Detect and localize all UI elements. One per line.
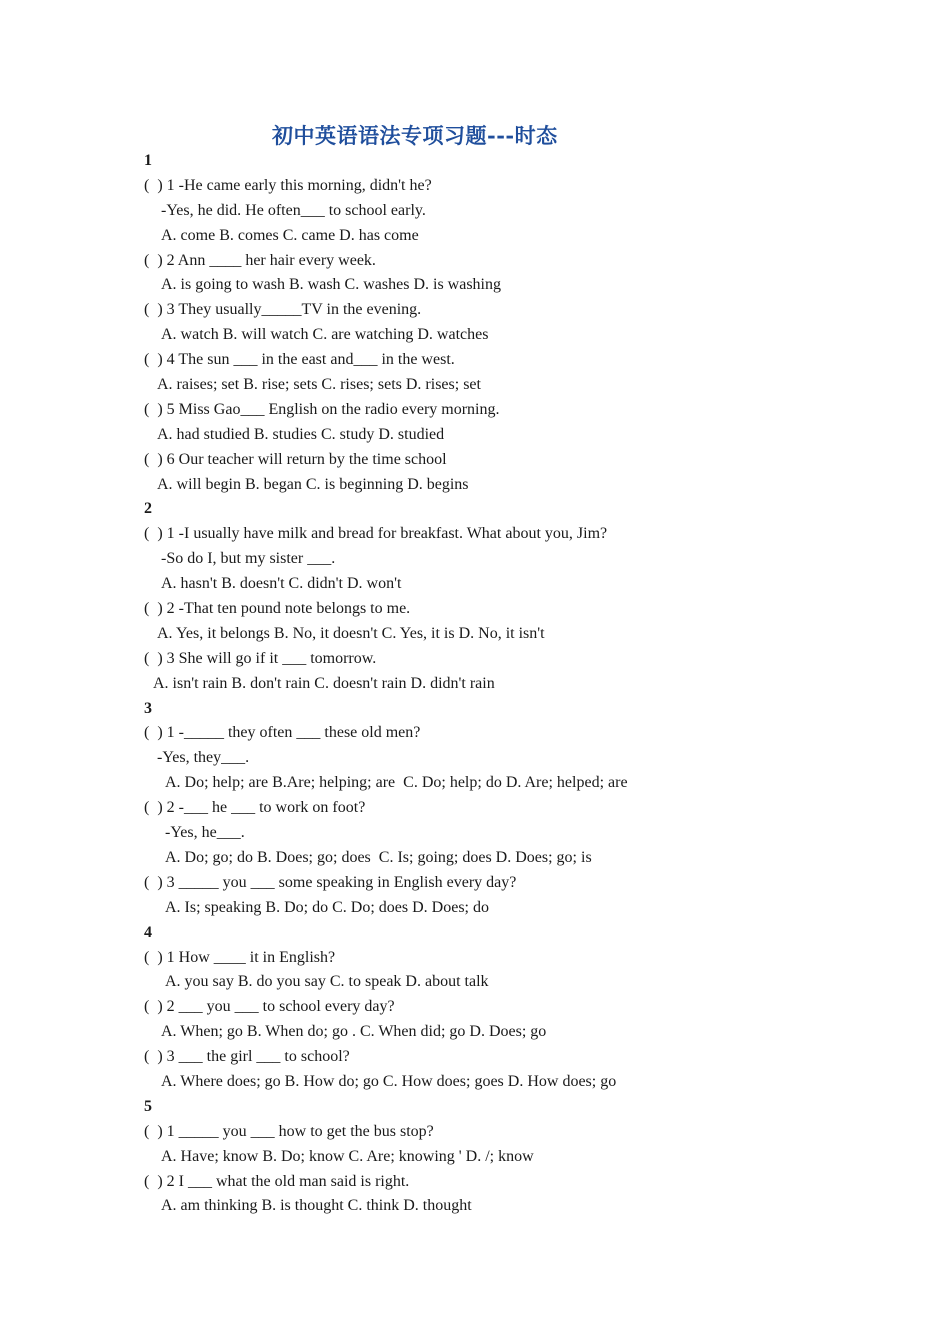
answer-options: A. Do; help; are B.Are; helping; are C. Do; help; do D. Are; helped; are [165,774,628,792]
question-line: ( ) 2 -___ he ___ to work on foot? [144,799,366,817]
question-line: ( ) 1 -He came early this morning, didn't he? [144,176,432,194]
question-line: ( ) 3 They usually_____TV in the evening. [144,301,422,319]
answer-options: A. watch B. will watch C. are watching D. watches [161,326,489,344]
document-title: 初中英语语法专项习题---时态 [272,123,558,148]
dialogue-line: -Yes, they___. [157,749,250,767]
question-line: ( ) 3 She will go if it ___ tomorrow. [144,649,377,667]
answer-options: A. will begin B. began C. is beginning D. begins [157,475,469,493]
question-line: ( ) 2 I ___ what the old man said is right. [144,1172,410,1190]
answer-options: A. isn't rain B. don't rain C. doesn't rain D. didn't rain [153,674,495,692]
question-line: ( ) 5 Miss Gao___ English on the radio every morning. [144,400,500,418]
answer-options: A. Have; know B. Do; know C. Are; knowing ' D. /; know [161,1147,534,1165]
question-line: ( ) 1 -I usually have milk and bread for breakfast. What about you, Jim? [144,525,608,543]
answer-options: A. Where does; go B. How do; go C. How does; goes D. How does; go [161,1072,617,1090]
section-number: 3 [144,699,152,717]
answer-options: A. raises; set B. rise; sets C. rises; sets D. rises; set [157,376,481,394]
question-line: ( ) 1 -_____ they often ___ these old men? [144,724,421,742]
answer-options: A. is going to wash B. wash C. washes D. is washing [161,276,501,294]
dialogue-line: -Yes, he___. [165,824,245,842]
answer-options: A. Yes, it belongs B. No, it doesn't C. Yes, it is D. No, it isn't [157,624,545,642]
question-line: ( ) 3 _____ you ___ some speaking in English every day? [144,873,517,891]
answer-options: A. am thinking B. is thought C. think D. thought [161,1197,472,1215]
answer-options: A. When; go B. When do; go . C. When did; go D. Does; go [161,1023,547,1041]
question-line: ( ) 4 The sun ___ in the east and___ in the west. [144,351,455,369]
question-line: ( ) 1 _____ you ___ how to get the bus stop? [144,1122,434,1140]
answer-options: A. Do; go; do B. Does; go; does C. Is; going; does D. Does; go; is [165,848,592,866]
question-line: ( ) 1 How ____ it in English? [144,948,336,966]
answer-options: A. come B. comes C. came D. has come [161,226,419,244]
question-line: ( ) 3 ___ the girl ___ to school? [144,1048,350,1066]
dialogue-line: -So do I, but my sister ___. [161,550,336,568]
section-number: 1 [144,152,152,169]
question-line: ( ) 2 -That ten pound note belongs to me. [144,600,411,618]
question-line: ( ) 6 Our teacher will return by the time school [144,450,447,468]
answer-options: A. had studied B. studies C. study D. studied [157,425,445,443]
section-number: 4 [144,923,152,941]
question-line: ( ) 2 Ann ____ her hair every week. [144,251,376,269]
answer-options: A. Is; speaking B. Do; do C. Do; does D. Does; do [165,898,489,916]
question-line: ( ) 2 ___ you ___ to school every day? [144,998,395,1016]
section-number: 5 [144,1097,152,1115]
section-number: 2 [144,500,152,518]
answer-options: A. you say B. do you say C. to speak D. about talk [165,973,489,991]
dialogue-line: -Yes, he did. He often___ to school early. [161,201,426,219]
exercise-body [0,149,950,1219]
answer-options: A. hasn't B. doesn't C. didn't D. won't [161,575,402,593]
